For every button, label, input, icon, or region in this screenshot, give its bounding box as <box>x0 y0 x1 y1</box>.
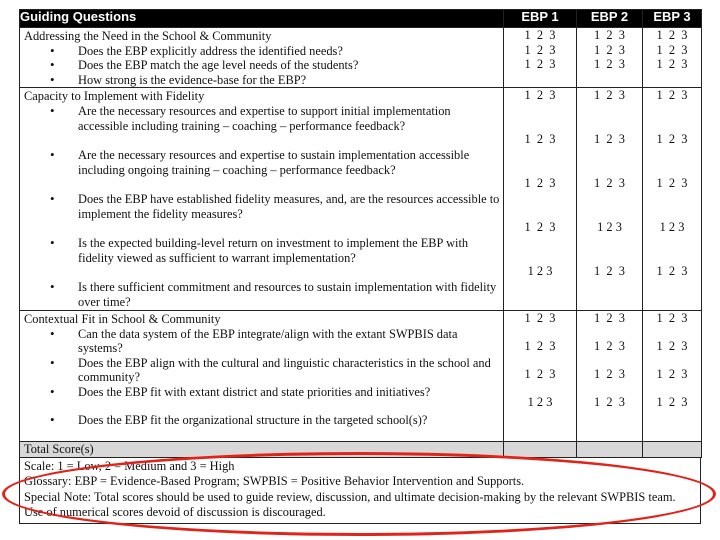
ebp-1-score-options[interactable]: 1 2 3 <box>524 338 556 353</box>
section-row <box>20 310 702 441</box>
ebp-3-score-options[interactable]: 1 2 3 <box>656 57 688 72</box>
ebp-2-score-options[interactable]: 1 2 3 <box>594 394 625 409</box>
question-item: • How strong is the evidence-base for the EBP? <box>50 73 503 88</box>
ebp-3-score-options[interactable]: 1 2 3 <box>656 366 688 381</box>
special-note: Special Note: Total scores should be used to guide review, discussion, and ultimate decision-making by the relevant SWPBIS team. Use of numerical scores devoid of discussion is discouraged. <box>24 489 676 520</box>
ebp-2-score-cell <box>577 88 643 311</box>
total-score-ebp-1[interactable] <box>504 441 577 457</box>
ebp-1-score-options[interactable]: 1 2 3 <box>524 88 556 103</box>
section-row <box>20 88 702 311</box>
header-ebp-2: EBP 2 <box>577 10 643 28</box>
section-title: Contextual Fit in School & Community <box>24 311 221 326</box>
question-item: • Does the EBP fit with extant district and state priorities and initiatives? <box>50 385 503 413</box>
question-item: • Does the EBP match the age level needs of the students? <box>50 58 503 73</box>
question-item: • Is the expected building-level return on investment to implement the EBP with fidelity viewed as sufficient to warrant implementation? <box>50 236 503 280</box>
ebp-2-score-options[interactable]: 1 2 3 <box>594 28 625 42</box>
ebp-1-score-options[interactable]: 1 2 3 <box>524 310 556 325</box>
ebp-1-score-options[interactable]: 1 2 3 <box>524 28 556 42</box>
ebp-3-score-cell <box>643 88 702 311</box>
guiding-questions-table <box>19 9 702 458</box>
question-item: • Is there sufficient commitment and resources to sustain implementation with fidelity over time? <box>50 280 503 310</box>
ebp-2-score-options[interactable]: 1 2 3 <box>594 264 625 279</box>
table-header-row <box>20 10 702 28</box>
ebp-2-score-options[interactable]: 1 2 3 <box>594 88 625 103</box>
question-item: • Can the data system of the EBP integrate/align with the extant SWPBIS data systems? <box>50 327 503 356</box>
section-title: Addressing the Need in the School & Community <box>24 29 272 43</box>
header-guiding-questions: Guiding Questions <box>20 10 504 28</box>
total-score-row <box>20 441 702 457</box>
ebp-3-score-cell <box>643 28 702 88</box>
ebp-2-score-options[interactable]: 1 2 3 <box>597 220 622 235</box>
ebp-2-score-options[interactable]: 1 2 3 <box>594 310 625 325</box>
question-item: • Are the necessary resources and expertise to sustain implementation accessible including ongoing training – coaching – performance feedback? <box>50 148 503 192</box>
ebp-1-score-cell <box>504 28 577 88</box>
ebp-1-score-options[interactable]: 1 2 3 <box>527 394 553 409</box>
ebp-1-score-options[interactable]: 1 2 3 <box>524 57 556 72</box>
ebp-2-score-options[interactable]: 1 2 3 <box>594 338 625 353</box>
glossary-note: Glossary: EBP = Evidence-Based Program; SWPBIS = Positive Behavior Intervention and Supports. <box>24 474 525 489</box>
ebp-1-score-options[interactable]: 1 2 3 <box>527 264 553 279</box>
question-list <box>20 44 503 88</box>
question-item: • Are the necessary resources and expertise to support initial implementation accessible including training – coaching – performance feedback? <box>50 104 503 148</box>
guiding-questions-worksheet <box>19 9 701 524</box>
scale-note: Scale: 1 = Low, 2 = Medium and 3 = High <box>24 458 235 473</box>
ebp-1-score-cell <box>504 88 577 311</box>
notes-box <box>19 458 701 524</box>
ebp-1-score-options[interactable]: 1 2 3 <box>524 366 556 381</box>
header-ebp-3: EBP 3 <box>643 10 702 28</box>
question-item: • Does the EBP have established fidelity measures, and, are the resources accessible to implement the fidelity measures? <box>50 192 503 236</box>
section-questions-cell <box>20 88 504 311</box>
section-questions-cell <box>20 28 504 88</box>
section-title: Capacity to Implement with Fidelity <box>24 89 205 104</box>
ebp-2-score-cell <box>577 28 643 88</box>
ebp-3-score-options[interactable]: 1 2 3 <box>656 310 688 325</box>
ebp-2-score-options[interactable]: 1 2 3 <box>594 132 625 147</box>
ebp-3-score-options[interactable]: 1 2 3 <box>656 338 688 353</box>
ebp-3-score-options[interactable]: 1 2 3 <box>656 42 688 57</box>
ebp-3-score-options[interactable]: 1 2 3 <box>656 264 688 279</box>
ebp-3-score-options[interactable]: 1 2 3 <box>656 394 688 409</box>
ebp-2-score-options[interactable]: 1 2 3 <box>594 57 625 72</box>
ebp-3-score-options[interactable]: 1 2 3 <box>656 132 688 147</box>
ebp-1-score-cell <box>504 310 577 441</box>
question-item: • Does the EBP align with the cultural and linguistic characteristics in the school and community? <box>50 356 503 385</box>
section-row <box>20 28 702 88</box>
ebp-2-score-options[interactable]: 1 2 3 <box>594 42 625 57</box>
ebp-1-score-options[interactable]: 1 2 3 <box>524 132 556 147</box>
ebp-3-score-cell <box>643 310 702 441</box>
question-item: • Does the EBP explicitly address the identified needs? <box>50 44 503 59</box>
ebp-3-score-options[interactable]: 1 2 3 <box>656 176 688 191</box>
question-item: • Does the EBP fit the organizational structure in the targeted school(s)? <box>50 413 503 441</box>
ebp-1-score-options[interactable]: 1 2 3 <box>524 220 556 235</box>
total-score-ebp-3[interactable] <box>643 441 702 457</box>
header-ebp-1: EBP 1 <box>504 10 577 28</box>
ebp-2-score-options[interactable]: 1 2 3 <box>594 176 625 191</box>
ebp-2-score-cell <box>577 310 643 441</box>
ebp-3-score-options[interactable]: 1 2 3 <box>656 28 688 42</box>
ebp-1-score-options[interactable]: 1 2 3 <box>524 176 556 191</box>
ebp-3-score-options[interactable]: 1 2 3 <box>659 220 685 235</box>
section-questions-cell <box>20 310 504 441</box>
ebp-2-score-options[interactable]: 1 2 3 <box>594 366 625 381</box>
total-score-label: Total Score(s) <box>20 441 504 457</box>
question-list <box>20 104 503 310</box>
ebp-1-score-options[interactable]: 1 2 3 <box>524 42 556 57</box>
question-list <box>20 327 503 441</box>
total-score-ebp-2[interactable] <box>577 441 643 457</box>
ebp-3-score-options[interactable]: 1 2 3 <box>656 88 688 103</box>
